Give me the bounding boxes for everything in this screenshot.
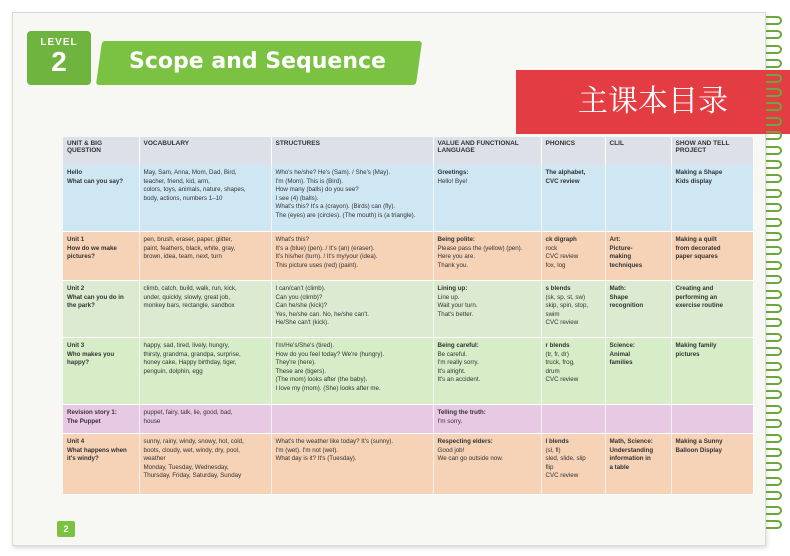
table-cell <box>541 434 605 495</box>
spiral-coil <box>766 146 782 155</box>
cell-line: Making a Shape <box>675 169 723 176</box>
cell-line: Balloon Display <box>675 446 722 454</box>
table-cell <box>433 434 541 495</box>
cell-line: This picture uses (red) (paint). <box>275 261 359 269</box>
table-cell <box>271 232 433 281</box>
spiral-coil <box>766 333 782 342</box>
spiral-coil <box>766 261 782 270</box>
cell-heading: Math: <box>609 285 626 292</box>
cell-line: skip, spin, stop, <box>545 302 589 310</box>
cell-heading: Unit 3 <box>67 342 85 349</box>
cell-line: Picture- <box>609 244 633 252</box>
spiral-coil <box>766 434 782 443</box>
cell-line: Creating and <box>675 285 714 292</box>
cell-line: puppet, fairy, talk, lie, good, bad, <box>143 409 233 416</box>
spiral-coil <box>766 362 782 371</box>
spiral-coil <box>766 189 782 198</box>
cell-line: It's an accident. <box>437 376 481 384</box>
cell-line: brown, idea, team, next, turn <box>143 253 222 261</box>
spiral-coil <box>766 376 782 385</box>
cell-heading: What can you say? <box>67 177 124 185</box>
table-cell <box>671 434 753 495</box>
spiral-coil <box>766 462 782 471</box>
cell-line: fox, log <box>545 261 566 269</box>
cell-heading: s blends <box>545 285 571 292</box>
table-row <box>63 165 753 232</box>
table-cell <box>271 434 433 495</box>
table-cell <box>63 405 139 434</box>
cell-line: Good job! <box>437 446 465 454</box>
cell-line: I'm sorry. <box>437 417 463 425</box>
table-cell <box>433 165 541 232</box>
cell-line: Wait your turn. <box>437 302 478 310</box>
cell-line: Understanding <box>609 446 654 454</box>
cell-line: colors, toys, animals, nature, shapes, <box>143 186 246 194</box>
table-cell <box>605 232 671 281</box>
table-cell <box>671 232 753 281</box>
cell-line: CVC review <box>545 253 579 261</box>
table-cell <box>63 281 139 338</box>
cell-line: I'm really sorry. <box>437 359 479 367</box>
cell-line: Monday, Tuesday, Wednesday, <box>143 463 229 471</box>
cell-heading: Unit 2 <box>67 285 85 292</box>
cell-line: CVC review <box>545 376 579 384</box>
cell-line: (The mom) looks after (the baby). <box>275 376 368 384</box>
cell-heading: Being careful: <box>437 342 479 349</box>
cell-heading: Lining up: <box>437 285 468 292</box>
spiral-coil <box>766 30 782 39</box>
cell-heading: Unit 1 <box>67 236 85 243</box>
cell-line: recognition <box>609 302 644 310</box>
cell-line: under, quickly, slowly, great job, <box>143 293 230 301</box>
cell-line: The (eyes) are (circles). (The mouth) is (a triangle). <box>275 211 416 219</box>
cell-line: How do you feel today? We're (hungry). <box>275 350 385 358</box>
table-cell <box>139 405 271 434</box>
spiral-coil <box>766 88 782 97</box>
table-cell <box>139 434 271 495</box>
cell-line: Can he/she (kick)? <box>275 302 328 310</box>
cell-line: That's better. <box>437 310 474 318</box>
spiral-coil <box>766 218 782 227</box>
table-cell <box>605 405 671 434</box>
table-cell <box>271 165 433 232</box>
cell-heading: Revision story 1: <box>67 409 117 416</box>
table-cell <box>671 405 753 434</box>
spiral-coil <box>766 491 782 500</box>
table-cell <box>605 281 671 338</box>
cell-line: What's this? It's a (crayon). (Birds) can (fly). <box>275 203 396 211</box>
table-cell <box>605 165 671 232</box>
table-row <box>63 232 753 281</box>
cell-line: truck, frog, <box>545 359 575 367</box>
cell-line: These are (tigers). <box>275 367 327 375</box>
cell-line: drum <box>545 367 560 375</box>
cell-heading: Art: <box>609 236 621 243</box>
cell-line: What's this? <box>275 236 310 243</box>
column-header: PHONICS <box>541 137 605 165</box>
cell-heading: What can you do in the park? <box>67 293 124 310</box>
cell-heading: Hello <box>67 169 83 176</box>
cell-line: information in <box>609 455 651 463</box>
cell-line: (tr, fr, dr) <box>545 350 569 358</box>
cell-line: Kids display <box>675 177 712 185</box>
cell-line: Here you are. <box>437 253 475 261</box>
cell-heading: Who makes you happy? <box>67 350 115 367</box>
cell-heading: The Puppet <box>67 417 101 425</box>
cell-line: (sl, fl) <box>545 446 561 454</box>
table-cell <box>139 232 271 281</box>
spiral-coil <box>766 74 782 83</box>
cell-line: weather <box>143 455 166 463</box>
cell-line: house <box>143 417 161 425</box>
table-cell <box>271 338 433 405</box>
cell-line: Yes, he/she can. No, he/she can't. <box>275 310 369 318</box>
cell-line: techniques <box>609 261 643 269</box>
cell-line: rock <box>545 244 558 252</box>
cell-line: I'm/He's/She's (tired). <box>275 342 335 349</box>
cell-line: pen, brush, eraser, paper, glitter, <box>143 236 233 243</box>
table-cell <box>605 338 671 405</box>
cell-line: Be careful. <box>437 350 468 358</box>
level-number: 2 <box>51 46 67 77</box>
cell-heading: Science: <box>609 342 635 349</box>
cell-line: families <box>609 359 633 367</box>
cell-line: swim <box>545 310 560 318</box>
catalog-banner: 主课本目录 <box>516 70 790 134</box>
table-row <box>63 338 753 405</box>
table-cell <box>433 405 541 434</box>
table-cell <box>671 281 753 338</box>
spiral-coil <box>766 45 782 54</box>
column-header: VOCABULARY <box>139 137 271 165</box>
cell-line: honey cake, Happy birthday, tiger, <box>143 359 237 367</box>
table-header-row <box>63 137 753 165</box>
cell-line: (sk, sp, st, sw) <box>545 293 586 301</box>
spiral-coil <box>766 131 782 140</box>
cell-line: monkey bars, rectangle, sandbox <box>143 302 235 310</box>
cell-line: Who's he/she? He's (Sam). / She's (May). <box>275 169 391 176</box>
column-header: UNIT & BIG QUESTION <box>63 137 139 165</box>
cell-line: Thursday, Friday, Saturday, Sunday <box>143 472 242 480</box>
cell-line: Thank you. <box>437 261 469 269</box>
table-cell <box>63 232 139 281</box>
cell-heading: Math, Science: <box>609 438 653 445</box>
cell-line: Can you (climb)? <box>275 293 323 301</box>
table-cell <box>433 338 541 405</box>
spiral-coil <box>766 174 782 183</box>
cell-line: thirsty, grandma, grandpa, surprise, <box>143 350 241 358</box>
cell-line: It's his/her (turn). / It's my/your (idea). <box>275 253 378 261</box>
cell-line: boots, cloudy, wet, windy, dry, pool, <box>143 446 240 454</box>
table-cell <box>541 165 605 232</box>
cell-line: paper squares <box>675 253 718 261</box>
cell-line: CVC review <box>545 472 579 480</box>
spiral-coil <box>766 477 782 486</box>
table-cell <box>541 338 605 405</box>
cell-line: They're (here). <box>275 359 316 367</box>
scope-sequence-table <box>63 137 754 495</box>
cell-line: I'm (wet). I'm not (wet). <box>275 446 339 454</box>
spiral-coil <box>766 102 782 111</box>
cell-heading: Greetings: <box>437 169 469 176</box>
table-cell <box>63 165 139 232</box>
table-cell <box>139 281 271 338</box>
cell-line: I'm (Mom). This is (Bird). <box>275 177 343 185</box>
cell-line: Making a Sunny <box>675 438 723 445</box>
table-cell <box>671 338 753 405</box>
column-header: STRUCTURES <box>271 137 433 165</box>
page-title: Scope and Sequence <box>129 49 386 74</box>
table-cell <box>433 232 541 281</box>
cell-heading: Telling the truth: <box>437 409 486 416</box>
level-label: LEVEL <box>40 37 78 48</box>
cell-heading: The alphabet, <box>545 169 586 176</box>
cell-line: Shape <box>609 293 629 301</box>
spiral-binding <box>760 16 782 536</box>
spiral-coil <box>766 390 782 399</box>
spiral-coil <box>766 419 782 428</box>
table-body <box>63 165 753 495</box>
cell-line: He/She can't (kick). <box>275 319 329 327</box>
spiral-coil <box>766 448 782 457</box>
cell-line: making <box>609 253 632 261</box>
cell-line: sled, slide, slip <box>545 455 586 463</box>
cell-line: It's a (blue) (pen). / It's (an) (eraser). <box>275 244 375 252</box>
table-cell <box>541 232 605 281</box>
cell-line: How many (balls) do you see? <box>275 186 359 194</box>
column-header: SHOW AND TELL PROJECT <box>671 137 753 165</box>
table-cell <box>671 165 753 232</box>
cell-line: body, actions, numbers 1–10 <box>143 194 223 202</box>
column-header: CLIL <box>605 137 671 165</box>
cell-line: I love my (mom). (She) looks after me. <box>275 384 381 392</box>
cell-heading: Unit 4 <box>67 438 85 445</box>
table-cell <box>433 281 541 338</box>
spiral-coil <box>766 16 782 25</box>
table-cell <box>271 281 433 338</box>
cell-line: I see (4) (balls). <box>275 194 319 202</box>
spiral-coil <box>766 275 782 284</box>
cell-line: CVC review <box>545 177 580 185</box>
cell-line: Making family <box>675 342 717 349</box>
level-badge <box>27 31 91 85</box>
cell-line: paint, feathers, black, white, gray, <box>143 244 236 252</box>
column-header: VALUE AND FUNCTIONAL LANGUAGE <box>433 137 541 165</box>
scope-table-wrap <box>63 137 753 495</box>
cell-heading: Being polite: <box>437 236 475 243</box>
spiral-coil <box>766 405 782 414</box>
cell-heading: r blends <box>545 342 570 349</box>
cell-line: Making a quilt <box>675 236 717 243</box>
spiral-coil <box>766 117 782 126</box>
cell-line: sunny, rainy, windy, snowy, hot, cold, <box>143 438 244 445</box>
cell-line: Please pass the (yellow) (pen). <box>437 244 523 252</box>
table-row <box>63 405 753 434</box>
table-cell <box>139 338 271 405</box>
cell-line: May, Sam, Anna, Mom, Dad, Bird, <box>143 169 237 176</box>
cell-line: climb, catch, build, walk, run, kick, <box>143 285 237 292</box>
table-cell <box>541 281 605 338</box>
cell-line: from decorated <box>675 244 721 252</box>
cell-heading: What happens when it's windy? <box>67 446 127 463</box>
spiral-coil <box>766 232 782 241</box>
cell-line: performing an <box>675 293 718 301</box>
cell-line: a table <box>609 463 630 471</box>
cell-line: Line up. <box>437 293 460 301</box>
table-cell <box>63 434 139 495</box>
cell-line: happy, sad, tired, lively, hungry, <box>143 342 230 349</box>
spiral-coil <box>766 290 782 299</box>
cell-line: pictures <box>675 350 700 358</box>
cell-line: Hello! Bye! <box>437 177 468 185</box>
cell-line: It's alright. <box>437 367 466 375</box>
table-cell <box>139 165 271 232</box>
cell-line: teacher, friend, kid, arm, <box>143 177 210 185</box>
cell-line: exercise routine <box>675 302 723 310</box>
cell-line: flip <box>545 463 554 471</box>
table-cell <box>541 405 605 434</box>
cell-line: Animal <box>609 350 631 358</box>
spiral-coil <box>766 304 782 313</box>
spiral-coil <box>766 203 782 212</box>
table-cell <box>271 405 433 434</box>
spiral-coil <box>766 59 782 68</box>
table-cell <box>605 434 671 495</box>
cell-line: We can go outside now. <box>437 455 504 463</box>
spiral-coil <box>766 506 782 515</box>
cell-line: What day is it? It's (Tuesday). <box>275 455 357 463</box>
cell-line: I can/can't (climb). <box>275 285 326 292</box>
cell-heading: How do we make pictures? <box>67 244 117 261</box>
cell-line: penguin, dolphin, egg <box>143 367 203 375</box>
cell-heading: l blends <box>545 438 569 445</box>
spiral-coil <box>766 347 782 356</box>
spiral-coil <box>766 318 782 327</box>
table-cell <box>63 338 139 405</box>
cell-heading: Respecting elders: <box>437 438 493 445</box>
spiral-coil <box>766 160 782 169</box>
table-row <box>63 281 753 338</box>
page-number: 2 <box>57 521 75 537</box>
spiral-coil <box>766 246 782 255</box>
table-row <box>63 434 753 495</box>
spiral-coil <box>766 520 782 529</box>
cell-line: CVC review <box>545 319 579 327</box>
cell-line: What's the weather like today? It's (sunny). <box>275 438 394 445</box>
cell-heading: ck digraph <box>545 236 577 243</box>
